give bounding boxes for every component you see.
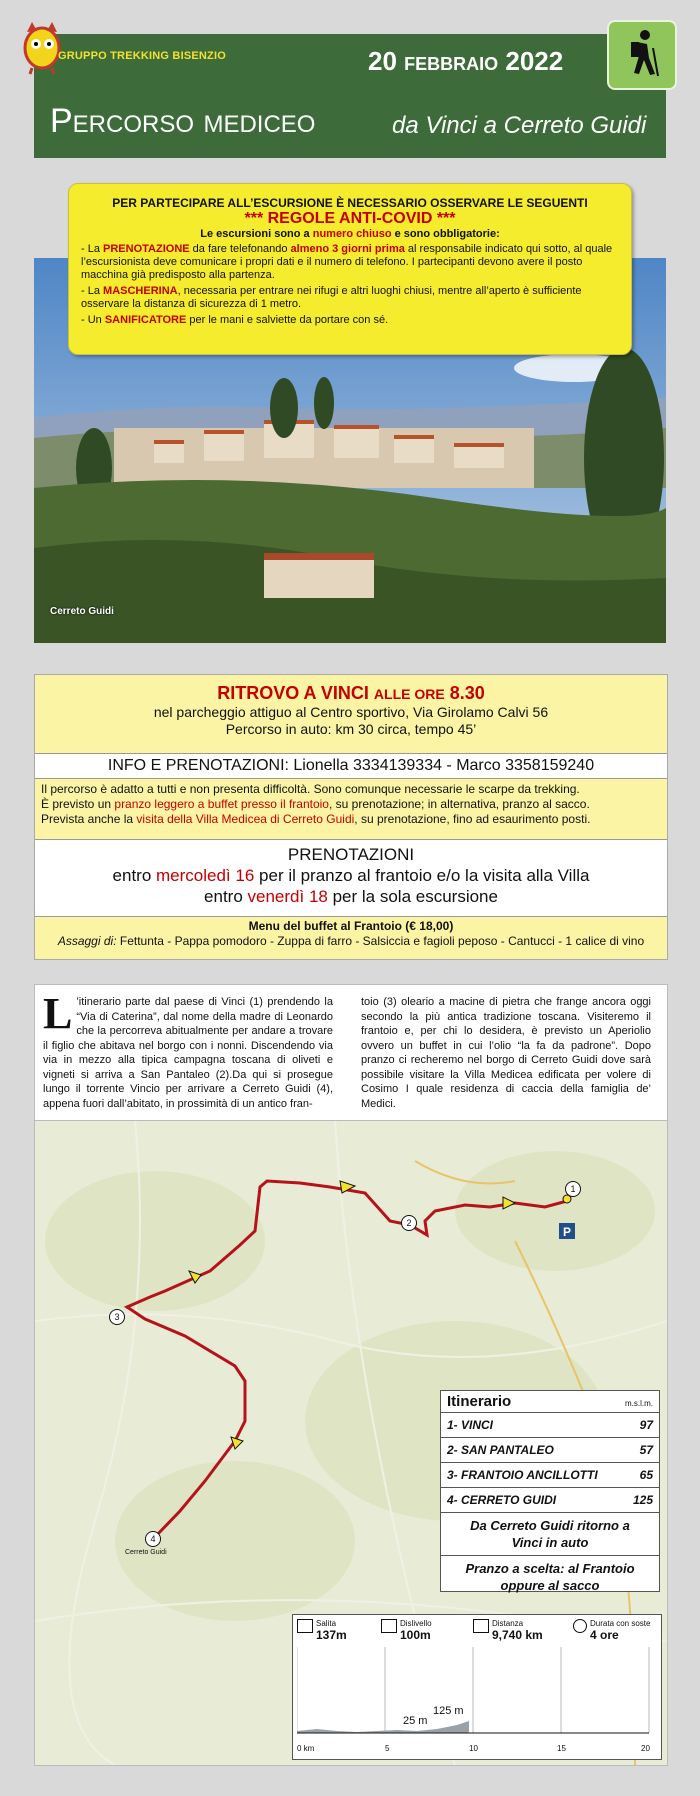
parking-icon: P — [562, 1225, 572, 1239]
distance-stat: Distanza 9,740 km — [473, 1619, 543, 1642]
meeting-info-box — [34, 674, 668, 960]
itinerary-row: 2- SAN PANTALEO 57 — [441, 1438, 659, 1463]
covid-rules-title: *** REGOLE ANTI-COVID *** — [244, 210, 456, 227]
buffet-menu: Menu del buffet al Frantoio (€ 18,00) Assaggi di: Fettunta - Pappa pomodoro - Zuppa di farro - Salsiccia e fagioli peposo - Cantucci - 1 calice di vino — [57, 919, 645, 948]
return-note: Da Cerreto Guidi ritorno a Vinci in auto — [441, 1513, 659, 1556]
covid-intro: Le escursioni sono a numero chiuso e sono obbligatorie: — [200, 228, 500, 240]
waypoint-3-marker: 3 — [109, 1309, 125, 1325]
hiker-icon — [607, 20, 677, 90]
group-name: GRUPPO TREKKING BISENZIO — [58, 50, 226, 62]
page-title: Percorso mediceo — [50, 102, 316, 140]
event-date: 20 FEBBRAIO 2022 — [368, 46, 564, 76]
covid-rules-box — [68, 183, 632, 355]
covid-heading: PER PARTECIPARE ALL’ESCURSIONE È NECESSARIO OSSERVARE LE SEGUENTI — [112, 196, 588, 210]
itinerary-header: Itinerario m.s.l.m. — [441, 1391, 659, 1413]
ascent-stat: Salita 137m — [297, 1619, 347, 1642]
article-column-left: L ’itinerario parte dal paese di Vinci (1) prendendo la “Via di Caterina”, dal nome della madre di Leonardo che la percorreva abitualmente per andare a trovare il figlio che abitava nel borgo con i nonni. Discendendo via via in mezzo alla tipica campagna toscana di oliveti e vigneti si arriva a San Pantaleo (2).Da qui si prosegue lungo il torrente Vincio per arrivare a Cerreto Guidi (4), appena fuori dall’abitato, in prossimità di un antico fran- — [43, 989, 333, 1110]
article-column-right: toio (3) oleario a macine di pietra che frange ancora oggi secondo la più antica tradizione toscana. Visiteremo il frantoio e, per chi lo desidera, è previsto un Aperiolio ovvero un buffet in cui l’olio “la fa da padrone”. Dopo pranzo ci recheremo nel borgo di Cerreto Guidi dove sarà possibile visitare la Villa Medicea edificata per volere di Cosimo I quale residenza di caccia della famiglia de’ Medici. — [361, 996, 651, 1110]
itinerary-row: 1- VINCI 97 — [441, 1413, 659, 1438]
page-subtitle: da Vinci a Cerreto Guidi — [392, 112, 647, 139]
drop-cap: L — [43, 989, 73, 1038]
contact-info: INFO E PRENOTAZIONI: Lionella 3334139334 - Marco 3358159240 — [35, 753, 667, 779]
itinerary-table — [440, 1390, 660, 1592]
elevation-profile — [292, 1614, 662, 1760]
rule-mask: - La MASCHERINA, necessaria per entrare nei rifugi e altri luoghi chiusi, mentre all’aperto è sufficiente osservare la distanza di sicurezza di 1 metro. — [81, 285, 582, 310]
x-tick-0: 0 km — [297, 1744, 315, 1753]
duration-stat: Durata con soste 4 ore — [573, 1619, 650, 1642]
rule-booking: - La PRENOTAZIONE da fare telefonando almeno 3 giorni prima al responsabile indicato qui sotto, al quale l’escursionista deve comunicare i propri dati e il numero di telefono. I partecipanti devono avere il posto macchina già predisposto alla partenza. — [81, 243, 613, 281]
town-label: Cerreto Guidi — [125, 1549, 167, 1556]
x-tick-5: 5 — [385, 1744, 390, 1753]
route-description: Il percorso è adatto a tutti e non presenta difficoltà. Sono comunque necessarie le scarpe da trekking. È previsto un pranzo leggero a buffet presso il frantoio, su prenotazione; in alternativa, pranzo al sacco. Prevista anche la visita della Villa Medicea di Cerreto Guidi, su prenotazione, fino ad esaurimento posti. — [41, 782, 591, 826]
route-article — [34, 984, 668, 1122]
rule-sanitizer: - Un SANIFICATORE per le mani e salviette da portare con sé. — [81, 314, 389, 326]
x-tick-10: 10 — [469, 1744, 478, 1753]
max-elevation-label: 125 m — [433, 1705, 464, 1717]
min-elevation-label: 25 m — [403, 1715, 428, 1727]
car-route: Percorso in auto: km 30 circa, tempo 45’ — [225, 721, 477, 737]
covid-rules-list — [81, 243, 631, 327]
owl-logo-icon — [18, 16, 66, 76]
itinerary-row: 3- FRANTOIO ANCILLOTTI 65 — [441, 1463, 659, 1488]
lunch-note: Pranzo a scelta: al Frantoio oppure al sacco — [465, 1561, 635, 1593]
meeting-place: nel parcheggio attiguo al Centro sportivo, Via Girolamo Calvi 56 — [153, 704, 549, 720]
photo-caption: Cerreto Guidi — [50, 606, 114, 617]
waypoint-1-marker: 1 — [565, 1181, 581, 1197]
elevation-chart — [297, 1647, 653, 1743]
meeting-title: RITROVO A VINCI ALLE ORE 8.30 — [217, 683, 485, 703]
waypoint-4-marker: 4 — [145, 1531, 161, 1547]
x-tick-15: 15 — [557, 1744, 566, 1753]
elevation-diff-stat: Dislivello 100m — [381, 1619, 432, 1642]
itinerary-row: 4- CERRETO GUIDI 125 — [441, 1488, 659, 1513]
x-tick-20: 20 — [641, 1744, 650, 1753]
waypoint-2-marker: 2 — [401, 1215, 417, 1231]
booking-deadlines: PRENOTAZIONI entro mercoledì 16 per il pranzo al frantoio e/o la visita alla Villa entro venerdì 18 per la sola escursione — [35, 839, 667, 917]
